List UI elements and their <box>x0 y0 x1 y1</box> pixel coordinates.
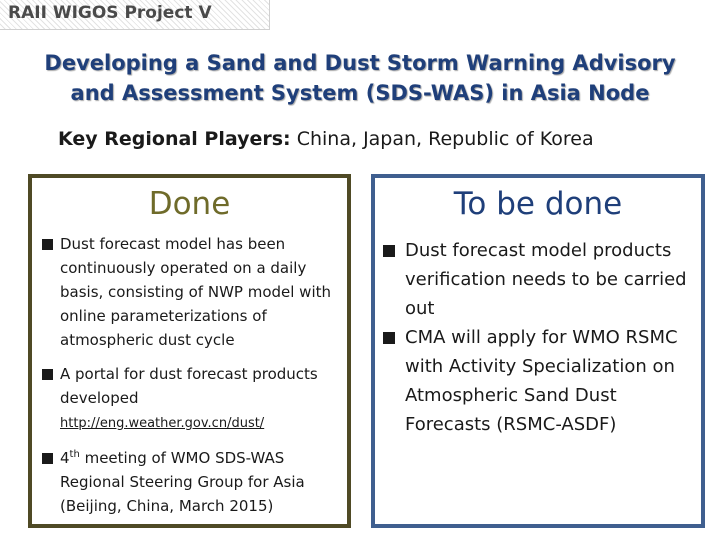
done-item-text: meeting of WMO SDS-WAS Regional Steering Group for Asia (Beijing, China, March 2015) <box>60 449 305 515</box>
list-item <box>405 323 693 439</box>
square-bullet-icon <box>383 245 395 257</box>
todo-panel <box>371 174 705 528</box>
done-heading: Done <box>148 186 231 222</box>
list-item <box>60 362 339 436</box>
page-title-line-1: Developing a Sand and Dust Storm Warning Advisory <box>44 51 676 75</box>
done-item-number: 4 <box>60 449 70 467</box>
done-item-text: A portal for dust forecast products developed <box>60 365 318 407</box>
list-item <box>405 236 693 323</box>
done-item-ordinal: th <box>69 449 80 460</box>
page-title-line-2: and Assessment System (SDS-WAS) in Asia Node <box>70 81 650 105</box>
header-tag <box>0 0 270 30</box>
todo-item-text: Dust forecast model products verification needs to be carried out <box>405 240 687 319</box>
done-panel <box>28 174 351 528</box>
todo-item-text: CMA will apply for WMO RSMC with Activity Specialization on Atmospheric Sand Dust Forecasts (RSMC-ASDF) <box>405 327 678 435</box>
todo-list <box>375 236 701 439</box>
square-bullet-icon <box>383 332 395 344</box>
key-players <box>58 128 594 150</box>
done-list <box>32 232 347 518</box>
square-bullet-icon <box>42 239 53 250</box>
done-item-text: Dust forecast model has been continuously operated on a daily basis, consisting of NWP model with online parameterizations of atmospheric dust cycle <box>60 235 332 349</box>
header-tag-text: RAII WIGOS Project V <box>8 3 212 23</box>
square-bullet-icon <box>42 453 53 464</box>
dust-portal-link[interactable]: http://eng.weather.gov.cn/dust/ <box>60 416 265 431</box>
square-bullet-icon <box>42 369 53 380</box>
todo-heading: To be done <box>453 186 623 222</box>
key-players-label: Key Regional Players: <box>58 128 291 150</box>
list-item <box>60 446 339 518</box>
page-title <box>20 48 700 108</box>
key-players-value: China, Japan, Republic of Korea <box>290 128 594 150</box>
list-item <box>60 232 339 352</box>
